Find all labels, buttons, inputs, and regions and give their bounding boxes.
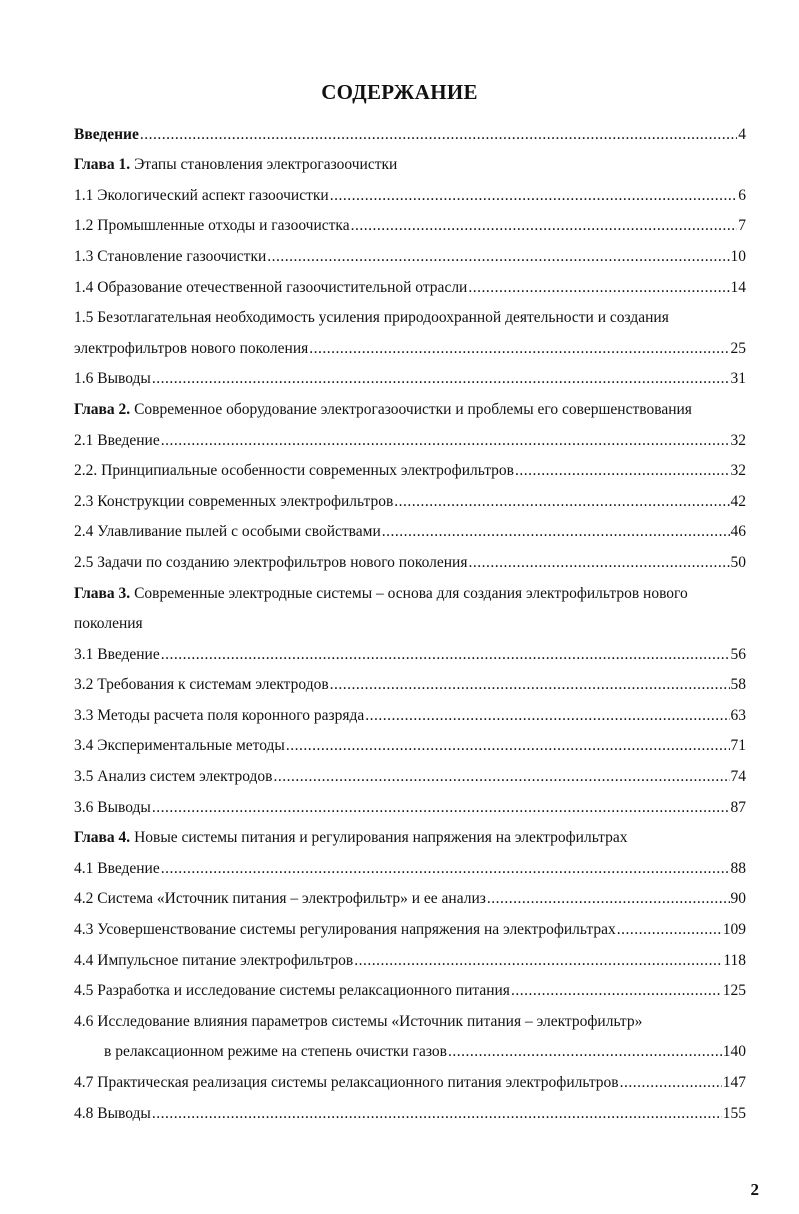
dot-leader bbox=[448, 1042, 722, 1062]
entry-title: 4.1 Введение bbox=[74, 859, 160, 877]
entry-title: поколения bbox=[74, 615, 143, 633]
toc-entry-page: 74 bbox=[730, 768, 746, 786]
toc-entry bbox=[74, 542, 746, 573]
toc-entry-page: 14 bbox=[730, 278, 746, 296]
toc-entry-page: 87 bbox=[730, 798, 746, 816]
dot-leader bbox=[152, 369, 730, 389]
toc-entry bbox=[74, 206, 746, 237]
table-of-contents bbox=[74, 114, 746, 1124]
entry-title: 3.2 Требования к системам электродов bbox=[74, 676, 329, 694]
toc-entry bbox=[74, 1001, 746, 1032]
toc-entry bbox=[74, 848, 746, 879]
toc-entry bbox=[74, 573, 746, 604]
dot-leader bbox=[161, 645, 730, 665]
toc-entry bbox=[74, 604, 746, 635]
dot-leader bbox=[152, 798, 730, 818]
dot-leader bbox=[273, 767, 729, 787]
toc-entry-label bbox=[74, 492, 393, 512]
toc-entry-label bbox=[74, 308, 669, 328]
toc-entry-page: 46 bbox=[730, 523, 746, 541]
toc-entry-label bbox=[74, 431, 160, 451]
toc-entry-label bbox=[74, 889, 486, 909]
toc-entry-label bbox=[74, 645, 160, 665]
toc-entry-label bbox=[74, 859, 160, 879]
toc-entry-label bbox=[74, 828, 628, 848]
toc-entry bbox=[74, 267, 746, 298]
toc-entry-page: 140 bbox=[722, 1043, 746, 1061]
entry-title: 4.2 Система «Источник питания – электрофильтр» и ее анализ bbox=[74, 890, 486, 908]
dot-leader bbox=[161, 431, 730, 451]
dot-leader bbox=[468, 278, 729, 298]
entry-title: 3.5 Анализ систем электродов bbox=[74, 768, 273, 786]
toc-entry-page: 7 bbox=[738, 217, 746, 235]
toc-entry-page: 71 bbox=[730, 737, 746, 755]
entry-title: 4.6 Исследование влияния параметров системы «Источник питания – электрофильтр» bbox=[74, 1012, 643, 1030]
toc-entry-page: 109 bbox=[722, 921, 746, 939]
toc-entry bbox=[74, 114, 746, 145]
toc-entry bbox=[74, 451, 746, 482]
toc-entry-label bbox=[74, 584, 688, 604]
toc-entry-page: 6 bbox=[738, 186, 746, 204]
dot-leader bbox=[468, 553, 729, 573]
chapter-prefix: Глава 2. bbox=[74, 400, 131, 418]
toc-entry bbox=[74, 787, 746, 818]
toc-entry-label bbox=[74, 920, 616, 940]
toc-entry-label bbox=[74, 369, 151, 389]
toc-entry bbox=[74, 512, 746, 543]
toc-entry-label bbox=[74, 981, 510, 1001]
toc-entry bbox=[74, 145, 746, 176]
toc-entry-page: 155 bbox=[722, 1104, 746, 1122]
toc-entry bbox=[74, 1032, 746, 1063]
dot-leader bbox=[382, 522, 730, 542]
toc-entry-label bbox=[74, 247, 266, 267]
dot-leader bbox=[354, 951, 722, 971]
entry-title: 4.8 Выводы bbox=[74, 1104, 151, 1122]
toc-entry bbox=[74, 634, 746, 665]
entry-title: 4.7 Практическая реализация системы релаксационного питания электрофильтров bbox=[74, 1074, 619, 1091]
toc-entry bbox=[74, 879, 746, 910]
toc-entry-page: 90 bbox=[730, 890, 746, 908]
toc-entry bbox=[74, 726, 746, 757]
toc-entry-label bbox=[74, 216, 350, 236]
entry-title: 3.4 Экспериментальные методы bbox=[74, 737, 285, 755]
entry-title: электрофильтров нового поколения bbox=[74, 339, 309, 357]
chapter-title: Новые системы питания и регулирования напряжения на электрофильтрах bbox=[134, 829, 628, 847]
toc-entry-page: 63 bbox=[730, 706, 746, 724]
entry-title: 2.3 Конструкции современных электрофильтров bbox=[74, 492, 394, 510]
dot-leader bbox=[330, 186, 738, 206]
toc-entry bbox=[74, 1062, 746, 1093]
toc-entry-page: 125 bbox=[722, 982, 746, 1000]
toc-entry-page: 58 bbox=[730, 676, 746, 694]
entry-title: в релаксационном режиме на степень очистки газов bbox=[104, 1043, 447, 1061]
entry-title: 2.5 Задачи по созданию электрофильтров нового поколения bbox=[74, 553, 468, 571]
toc-entry bbox=[74, 236, 746, 267]
toc-entry-label bbox=[104, 1042, 447, 1062]
entry-title: 3.6 Выводы bbox=[74, 798, 151, 816]
dot-leader bbox=[140, 125, 737, 145]
toc-entry-label bbox=[74, 125, 139, 145]
toc-entry bbox=[74, 971, 746, 1002]
dot-leader bbox=[309, 339, 729, 359]
page-title: СОДЕРЖАНИЕ bbox=[321, 80, 478, 104]
dot-leader bbox=[286, 736, 730, 756]
toc-entry bbox=[74, 695, 746, 726]
entry-title: 1.3 Становление газоочистки bbox=[74, 247, 267, 265]
toc-entry-label bbox=[74, 278, 467, 298]
dot-leader bbox=[394, 492, 729, 512]
toc-entry-label bbox=[74, 767, 272, 787]
page-number: 2 bbox=[750, 1180, 759, 1199]
dot-leader bbox=[365, 706, 729, 726]
dot-leader bbox=[351, 216, 738, 236]
toc-entry bbox=[74, 756, 746, 787]
entry-title: 1.4 Образование отечественной газоочистительной отрасли bbox=[74, 278, 468, 296]
entry-title: 4.3 Усовершенствование системы регулирования напряжения на электрофильтрах bbox=[74, 921, 616, 939]
toc-entry-label bbox=[74, 186, 329, 206]
toc-entry bbox=[74, 359, 746, 390]
toc-entry bbox=[74, 1093, 746, 1124]
toc-entry-page: 32 bbox=[730, 462, 746, 480]
dot-leader bbox=[515, 461, 729, 481]
entry-title: 4.4 Импульсное питание электрофильтров bbox=[74, 951, 354, 969]
toc-entry-page: 42 bbox=[730, 492, 746, 510]
toc-entry bbox=[74, 298, 746, 329]
entry-title: Введение bbox=[74, 125, 139, 143]
toc-entry-page: 10 bbox=[730, 247, 746, 265]
dot-leader bbox=[511, 981, 722, 1001]
toc-entry-label bbox=[74, 522, 381, 542]
entry-title: 2.1 Введение bbox=[74, 431, 160, 449]
entry-title: 4.5 Разработка и исследование системы релаксационного питания bbox=[74, 982, 510, 1000]
dot-leader bbox=[267, 247, 729, 267]
chapter-title: Современные электродные системы – основа для создания электрофильтров нового bbox=[134, 584, 688, 602]
entry-title: 1.5 Безотлагательная необходимость усиления природоохранной деятельности и создания bbox=[74, 309, 669, 327]
dot-leader bbox=[161, 859, 730, 879]
chapter-title: Современное оборудование электрогазоочистки и проблемы его совершенствования bbox=[134, 400, 692, 418]
chapter-title: Этапы становления электрогазоочистки bbox=[134, 156, 398, 174]
entry-title: 2.4 Улавливание пылей с особыми свойствами bbox=[74, 523, 381, 541]
toc-entry bbox=[74, 818, 746, 849]
toc-entry-page: 88 bbox=[730, 859, 746, 877]
dot-leader bbox=[617, 920, 722, 940]
toc-entry-label bbox=[74, 461, 514, 481]
dot-leader bbox=[152, 1104, 722, 1124]
chapter-prefix: Глава 4. bbox=[74, 829, 131, 847]
toc-entry bbox=[74, 909, 746, 940]
toc-entry-label bbox=[74, 1073, 619, 1093]
entry-title: 1.1 Экологический аспект газоочистки bbox=[74, 186, 329, 204]
toc-entry-label bbox=[74, 1012, 642, 1032]
toc-entry-label bbox=[74, 951, 353, 971]
chapter-prefix: Глава 3. bbox=[74, 584, 131, 602]
toc-entry-label bbox=[74, 706, 364, 726]
toc-entry-page: 56 bbox=[730, 645, 746, 663]
dot-leader bbox=[620, 1073, 722, 1093]
toc-entry-label bbox=[74, 553, 467, 573]
toc-entry-label bbox=[74, 675, 329, 695]
toc-entry-label bbox=[74, 339, 308, 359]
toc-entry-label bbox=[74, 736, 285, 756]
toc-entry-page: 118 bbox=[723, 951, 746, 969]
toc-entry-page: 4 bbox=[738, 125, 746, 143]
dot-leader bbox=[330, 675, 730, 695]
entry-title: 3.3 Методы расчета поля коронного разряда bbox=[74, 706, 365, 724]
toc-entry-page: 25 bbox=[730, 339, 746, 357]
toc-entry bbox=[74, 665, 746, 696]
toc-entry-page: 32 bbox=[730, 431, 746, 449]
entry-title: 1.2 Промышленные отходы и газоочистка bbox=[74, 217, 350, 235]
toc-entry-page: 50 bbox=[730, 553, 746, 571]
toc-entry-label bbox=[74, 614, 143, 634]
entry-title: 1.6 Выводы bbox=[74, 370, 151, 388]
chapter-prefix: Глава 1. bbox=[74, 156, 131, 174]
dot-leader bbox=[487, 889, 730, 909]
toc-entry bbox=[74, 328, 746, 359]
toc-entry-page: 147 bbox=[722, 1074, 746, 1091]
entry-title: 3.1 Введение bbox=[74, 645, 160, 663]
toc-entry bbox=[74, 175, 746, 206]
toc-entry bbox=[74, 940, 746, 971]
toc-entry-label bbox=[74, 155, 397, 175]
toc-entry-label bbox=[74, 1104, 151, 1124]
entry-title: 2.2. Принципиальные особенности современных электрофильтров bbox=[74, 462, 515, 480]
toc-entry bbox=[74, 420, 746, 451]
toc-entry-label bbox=[74, 798, 151, 818]
toc-entry-label bbox=[74, 400, 692, 420]
toc-entry bbox=[74, 389, 746, 420]
toc-entry bbox=[74, 481, 746, 512]
toc-entry-page: 31 bbox=[730, 370, 746, 388]
